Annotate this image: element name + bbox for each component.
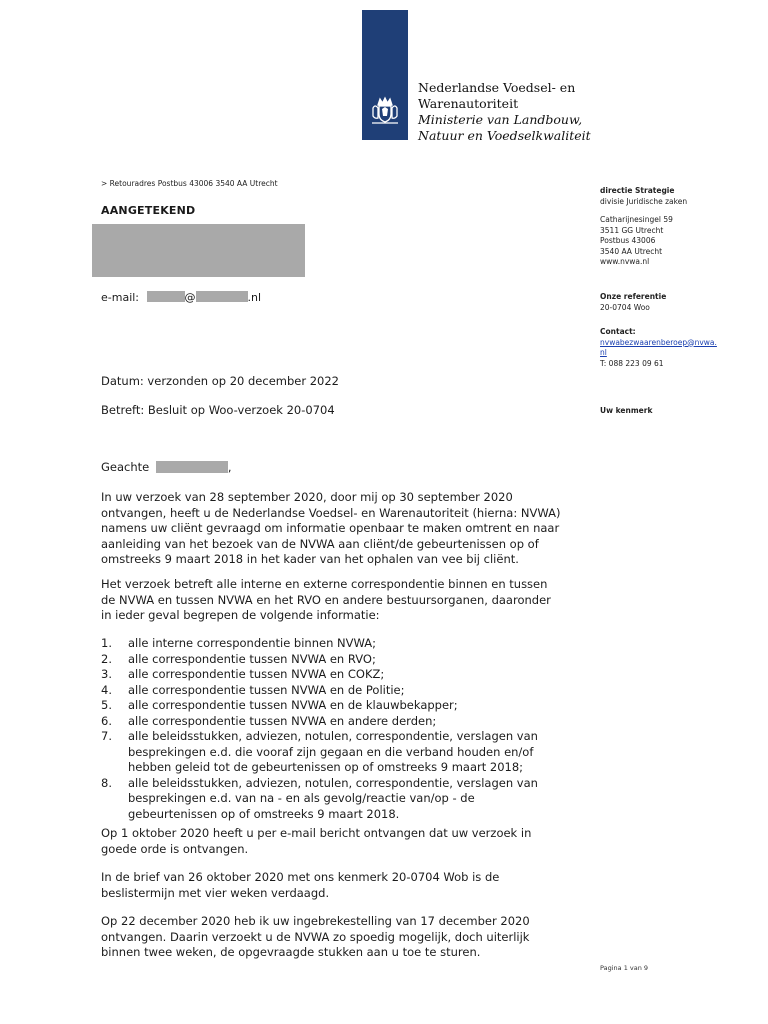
email-label: e-mail: xyxy=(101,291,140,304)
sidebar-directie: directie Strategie xyxy=(600,186,675,195)
list-item xyxy=(101,698,561,714)
redacted-email-domain xyxy=(196,291,248,302)
redacted-email-user xyxy=(147,291,185,302)
paragraph-5: Op 22 december 2020 heb ik uw ingebrekestelling van 17 december 2020 ontvangen. Daarin verzoekt u de NVWA zo spoedig mogelijk, doch uiterlijk binnen twee weken, de opgevraagde stukken aan u toe te sturen. xyxy=(101,914,530,959)
list-item-text: alle interne correspondentie binnen NVWA; xyxy=(128,636,376,650)
sidebar-website: www.nvwa.nl xyxy=(600,257,650,266)
sidebar-your-reference xyxy=(600,406,652,417)
sidebar-street: Catharijnesingel 59 xyxy=(600,215,673,224)
list-item-text: alle correspondentie tussen NVWA en de Politie; xyxy=(128,682,405,697)
logo-bar xyxy=(362,10,408,140)
email-row xyxy=(101,291,261,304)
contact-email-link-cont[interactable]: nl xyxy=(600,348,607,357)
redacted-recipient-address xyxy=(92,224,305,277)
list-item-text: alle correspondentie tussen NVWA en RVO; xyxy=(128,651,376,666)
list-item xyxy=(101,636,561,652)
list-item-number: 1. xyxy=(101,636,112,650)
logo-line-3: Ministerie van Landbouw, xyxy=(418,112,583,127)
sidebar-department xyxy=(600,186,687,207)
sidebar-contact-label: Contact: xyxy=(600,327,636,336)
coat-of-arms-icon xyxy=(369,94,401,126)
request-items-list xyxy=(101,636,561,822)
paragraph-3: Op 1 oktober 2020 heeft u per e-mail bericht ontvangen dat uw verzoek in goede orde is ontvangen. xyxy=(101,826,532,856)
sidebar-phone: T: 088 223 09 61 xyxy=(600,358,664,368)
contact-email-link[interactable]: nvwabezwaarenberoep@nvwa. xyxy=(600,337,717,347)
list-item xyxy=(101,729,561,776)
list-item xyxy=(101,683,561,699)
list-item-number: 5. xyxy=(101,698,112,712)
list-item xyxy=(101,714,561,730)
sidebar-reference xyxy=(600,292,666,313)
sidebar-address xyxy=(600,215,673,268)
list-item-number: 3. xyxy=(101,667,112,681)
logo-line-4: Natuur en Voedselkwaliteit xyxy=(418,128,591,143)
sidebar-ref-value: 20-0704 Woo xyxy=(600,302,650,312)
logo-text xyxy=(418,80,591,144)
salutation-text: Geachte xyxy=(101,460,150,474)
salutation-comma: , xyxy=(227,460,232,474)
list-item-number: 6. xyxy=(101,713,112,728)
date-line: Datum: verzonden op 20 december 2022 xyxy=(101,374,340,388)
logo-line-1: Nederlandse Voedsel- en xyxy=(418,80,576,95)
sidebar-ref-label: Onze referentie xyxy=(600,292,667,301)
paragraph-1: In uw verzoek van 28 september 2020, door mij op 30 september 2020 ontvangen, heeft u de Nederlandse Voedsel- en Warenautoriteit (hierna: NVWA) namens uw cliënt gevraagd om informatie openbaar te maken omtrent en naar aanleiding van het bezoek van de NVWA aan cliënt/de gebeurtenissen op of omstreeks 9 maart 2018 in het kader van het ophalen van vee bij cliënt. xyxy=(101,490,561,566)
list-item-number: 2. xyxy=(101,651,112,666)
list-item-number: 4. xyxy=(101,682,112,697)
list-item-text: alle correspondentie tussen NVWA en COKZ; xyxy=(128,667,385,681)
return-address: > Retouradres Postbus 43006 3540 AA Utrecht xyxy=(101,179,278,188)
page-number: Pagina 1 van 9 xyxy=(600,964,649,972)
email-tld: .nl xyxy=(247,291,262,304)
list-item xyxy=(101,667,561,683)
list-item-number: 7. xyxy=(101,729,112,743)
paragraph-2: Het verzoek betreft alle interne en externe correspondentie binnen en tussen de NVWA en tussen NVWA en het RVO en andere bestuursorganen, daaronder in ieder geval begrepen de volgende informatie: xyxy=(101,577,551,622)
list-item-text: alle beleidsstukken, adviezen, notulen, correspondentie, verslagen van besprekingen e.d. die vooraf zijn gegaan en die verband houden en/of hebben geleid tot de gebeurtenissen op of omstreeks 9 maart 2018; xyxy=(128,729,538,774)
list-item-text: alle beleidsstukken, adviezen, notulen, correspondentie, verslagen van besprekingen e.d. van na - en als gevolg/reactie van/op - de gebeurtenissen op of omstreeks 9 maart 2018. xyxy=(128,775,538,821)
list-item xyxy=(101,652,561,668)
sidebar-postbus-city: 3540 AA Utrecht xyxy=(600,246,663,256)
sidebar-kenmerk-label: Uw kenmerk xyxy=(600,406,653,415)
list-item-number: 8. xyxy=(101,775,112,790)
logo-line-2: Warenautoriteit xyxy=(418,96,519,111)
redacted-name xyxy=(156,461,228,473)
sidebar-divisie: divisie Juridische zaken xyxy=(600,196,688,206)
subject-line: Betreft: Besluit op Woo-verzoek 20-0704 xyxy=(101,403,335,417)
sidebar-contact xyxy=(600,327,717,369)
sidebar-postbus: Postbus 43006 xyxy=(600,236,656,245)
email-at: @ xyxy=(184,291,196,304)
list-item-text: alle correspondentie tussen NVWA en andere derden; xyxy=(128,713,437,728)
salutation xyxy=(101,460,232,476)
sidebar-postcode-city: 3511 GG Utrecht xyxy=(600,225,664,235)
paragraph-4: In de brief van 26 oktober 2020 met ons kenmerk 20-0704 Wob is de beslistermijn met vier weken verdaagd. xyxy=(101,870,500,900)
registered-mark: AANGETEKEND xyxy=(101,204,196,217)
list-item-text: alle correspondentie tussen NVWA en de klauwbekapper; xyxy=(128,698,458,712)
list-item xyxy=(101,776,561,823)
